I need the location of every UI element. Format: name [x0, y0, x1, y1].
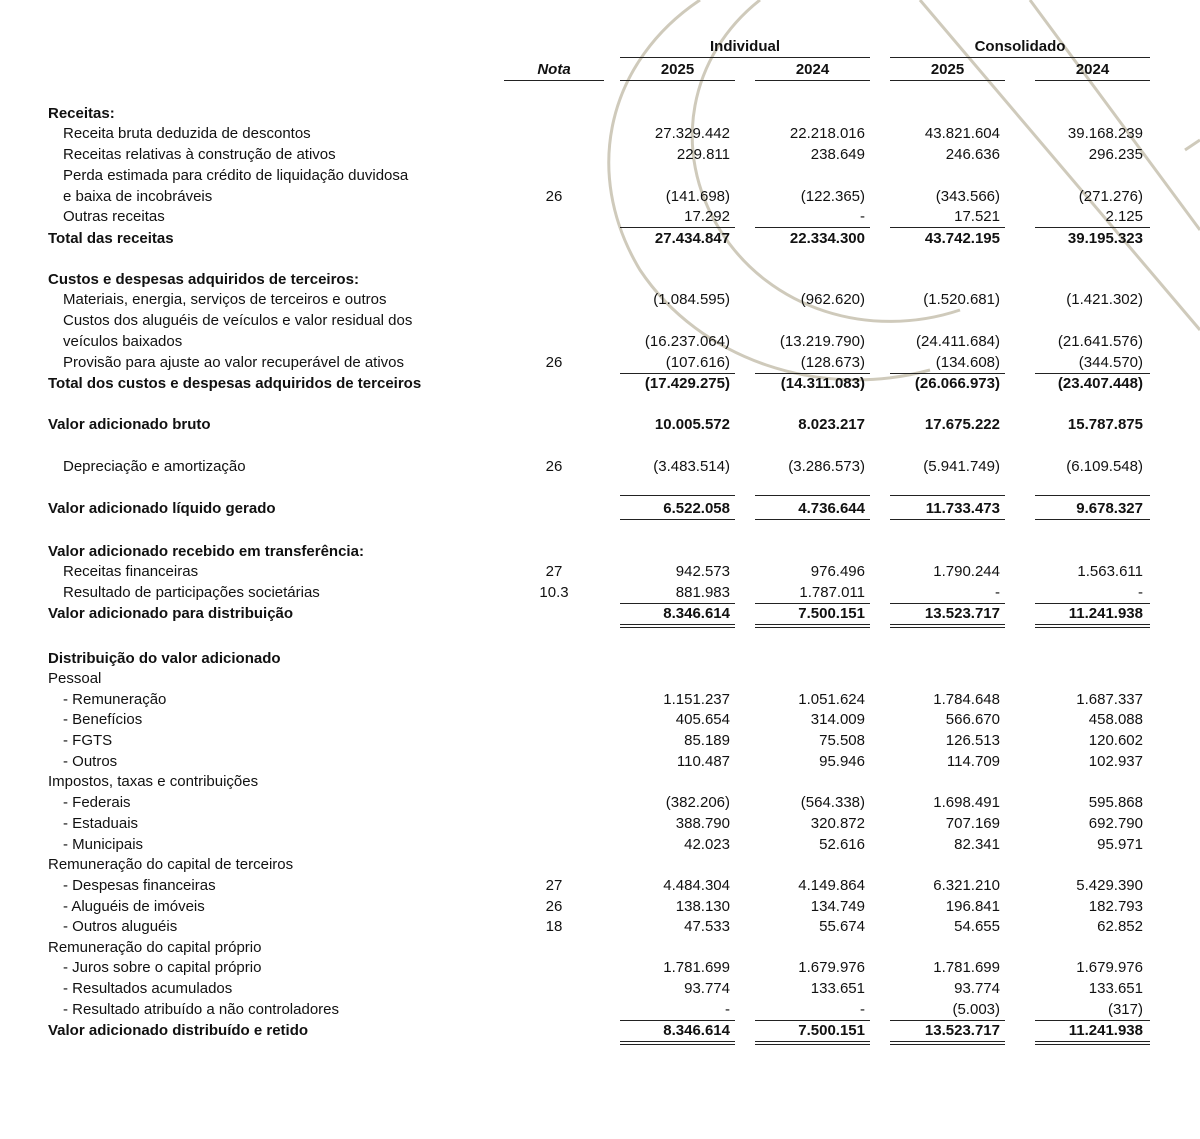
row-value: 22.334.300 — [789, 230, 865, 247]
row-label: Total dos custos e despesas adquiridos de terceiros — [48, 375, 422, 392]
row-note: 26 — [545, 188, 563, 205]
table-row — [0, 124, 1200, 144]
row-value: 1.679.976 — [1076, 959, 1143, 976]
row-note: 26 — [545, 354, 563, 371]
row-value: (16.237.064) — [644, 333, 730, 350]
row-value: 17.292 — [684, 208, 730, 225]
row-label: Receitas financeiras — [63, 563, 199, 580]
row-label: Depreciação e amortização — [63, 458, 246, 475]
row-label: - Resultados acumulados — [63, 980, 233, 997]
row-note: 18 — [545, 918, 563, 935]
row-label: - Remuneração — [63, 691, 167, 708]
row-label: Remuneração do capital de terceiros — [48, 856, 294, 873]
table-row — [0, 353, 1200, 373]
row-label: - Outros — [63, 753, 118, 770]
row-label: Receita bruta deduzida de descontos — [63, 125, 311, 142]
table-row — [0, 290, 1200, 310]
total-rule-above — [620, 495, 735, 496]
row-label: Remuneração do capital próprio — [48, 939, 262, 956]
row-label: Custos e despesas adquiridos de terceiros: — [48, 271, 359, 288]
row-label: Valor adicionado recebido em transferência: — [48, 543, 364, 560]
total-rule-above — [890, 495, 1005, 496]
row-value: 11.241.938 — [1068, 605, 1143, 622]
total-double-rule — [755, 1044, 870, 1045]
row-value: 6.522.058 — [663, 500, 730, 517]
column-header-nota-underline — [504, 80, 604, 81]
row-value: (26.066.973) — [914, 375, 1000, 392]
total-double-rule — [1035, 627, 1150, 628]
row-value: 314.009 — [810, 711, 865, 728]
row-value: 1.784.648 — [933, 691, 1000, 708]
row-label: - Municipais — [63, 836, 144, 853]
total-rule-above — [755, 495, 870, 496]
total-double-rule — [1035, 624, 1150, 625]
table-row — [0, 814, 1200, 834]
table-row — [0, 207, 1200, 227]
table-row — [0, 731, 1200, 751]
row-value: (1.084.595) — [653, 291, 730, 308]
row-value: 133.651 — [1088, 980, 1143, 997]
table-row — [0, 166, 1200, 186]
row-value: (122.365) — [800, 188, 865, 205]
row-label: Distribuição do valor adicionado — [48, 650, 281, 667]
row-value: 13.523.717 — [924, 1022, 1000, 1039]
total-rule-above — [1035, 495, 1150, 496]
row-value: 43.742.195 — [924, 230, 1000, 247]
total-double-rule — [1035, 1044, 1150, 1045]
row-label: - Federais — [63, 794, 131, 811]
table-row — [0, 855, 1200, 875]
row-value: 95.971 — [1097, 836, 1143, 853]
row-value: - — [1138, 584, 1143, 601]
row-value: 17.675.222 — [924, 416, 1000, 433]
row-value: 17.521 — [954, 208, 1000, 225]
row-value: 39.195.323 — [1067, 230, 1143, 247]
row-value: (317) — [1107, 1001, 1143, 1018]
row-value: 10.005.572 — [654, 416, 730, 433]
table-row — [0, 752, 1200, 772]
row-value: 93.774 — [954, 980, 1000, 997]
subtotal-rule — [890, 519, 1005, 520]
row-value: 11.733.473 — [925, 500, 1000, 517]
table-row — [0, 649, 1200, 669]
row-value: 1.563.611 — [1077, 563, 1143, 580]
row-value: 7.500.151 — [798, 1022, 865, 1039]
table-row — [0, 835, 1200, 855]
subtotal-rule — [1035, 227, 1150, 228]
table-row — [0, 979, 1200, 999]
table-row — [0, 710, 1200, 730]
table-row — [0, 542, 1200, 562]
row-value: 1.679.976 — [798, 959, 865, 976]
subtotal-rule — [620, 519, 735, 520]
row-label: - Juros sobre o capital próprio — [63, 959, 262, 976]
table-row — [0, 332, 1200, 352]
row-label: Outras receitas — [63, 208, 165, 225]
total-double-rule — [620, 627, 735, 628]
table-row — [0, 145, 1200, 165]
row-value: (141.698) — [665, 188, 730, 205]
row-label: - FGTS — [63, 732, 113, 749]
row-value: 1.687.337 — [1076, 691, 1143, 708]
row-value: 405.654 — [675, 711, 730, 728]
row-value: (23.407.448) — [1057, 375, 1143, 392]
row-value: (344.570) — [1078, 354, 1143, 371]
table-row — [0, 876, 1200, 896]
table-row — [0, 374, 1200, 394]
row-value: 9.678.327 — [1076, 500, 1143, 517]
row-value: 13.523.717 — [924, 605, 1000, 622]
column-header-consolidado-2025: 2025 — [930, 61, 965, 78]
row-label: Valor adicionado para distribuição — [48, 605, 294, 622]
row-note: 27 — [545, 877, 563, 894]
subtotal-rule — [755, 519, 870, 520]
row-value: 93.774 — [684, 980, 730, 997]
table-row — [0, 229, 1200, 249]
row-value: 2.125 — [1105, 208, 1143, 225]
row-value: 95.946 — [819, 753, 865, 770]
column-header-individual-2025: 2025 — [660, 61, 695, 78]
row-value: 134.749 — [810, 898, 865, 915]
table-row — [0, 669, 1200, 689]
total-double-rule — [755, 1041, 870, 1042]
row-label: Receitas: — [48, 105, 115, 122]
row-value: 320.872 — [810, 815, 865, 832]
row-value: 1.787.011 — [799, 584, 865, 601]
row-value: 1.790.244 — [933, 563, 1000, 580]
row-label: Materiais, energia, serviços de terceiros e outros — [63, 291, 387, 308]
subtotal-rule — [620, 227, 735, 228]
row-label: Valor adicionado líquido gerado — [48, 500, 276, 517]
group-individual: Individual — [709, 38, 780, 55]
row-value: 27.329.442 — [654, 125, 730, 142]
row-value: 196.841 — [945, 898, 1000, 915]
table-row — [0, 690, 1200, 710]
total-double-rule — [755, 627, 870, 628]
column-header-underline-1 — [620, 80, 735, 81]
row-value: 976.496 — [810, 563, 865, 580]
row-label: Valor adicionado distribuído e retido — [48, 1022, 309, 1039]
row-value: 1.051.624 — [798, 691, 865, 708]
row-value: 102.937 — [1088, 753, 1143, 770]
row-value: - — [860, 1001, 865, 1018]
table-row — [0, 1021, 1200, 1041]
column-header-underline-4 — [1035, 80, 1150, 81]
row-value: (5.003) — [952, 1001, 1000, 1018]
row-note: 26 — [545, 458, 563, 475]
row-value: (1.520.681) — [923, 291, 1000, 308]
row-value: 114.709 — [946, 753, 1000, 770]
table-row — [0, 604, 1200, 624]
subtotal-rule — [1035, 519, 1150, 520]
row-value: 1.781.699 — [933, 959, 1000, 976]
column-header-underline-2 — [755, 80, 870, 81]
row-value: 229.811 — [676, 146, 730, 163]
row-value: (962.620) — [800, 291, 865, 308]
row-value: 4.484.304 — [663, 877, 730, 894]
row-value: 182.793 — [1088, 898, 1143, 915]
table-row — [0, 499, 1200, 519]
row-value: (5.941.749) — [923, 458, 1000, 475]
row-value: 39.168.239 — [1067, 125, 1143, 142]
row-value: (382.206) — [665, 794, 730, 811]
row-label: Receitas relativas à construção de ativos — [63, 146, 336, 163]
row-value: 246.636 — [945, 146, 1000, 163]
row-label: Total das receitas — [48, 230, 174, 247]
row-value: (271.276) — [1078, 188, 1143, 205]
row-note: 26 — [545, 898, 563, 915]
table-row — [0, 793, 1200, 813]
row-label: veículos baixados — [63, 333, 183, 350]
row-value: (1.421.302) — [1066, 291, 1143, 308]
total-double-rule — [890, 1041, 1005, 1042]
total-double-rule — [890, 1044, 1005, 1045]
row-label: - Despesas financeiras — [63, 877, 216, 894]
table-row — [0, 187, 1200, 207]
row-value: 138.130 — [675, 898, 730, 915]
column-header-nota: Nota — [537, 61, 571, 78]
column-header-individual-2024: 2024 — [795, 61, 830, 78]
row-label: Pessoal — [48, 670, 102, 687]
row-value: (6.109.548) — [1066, 458, 1143, 475]
row-value: 238.649 — [810, 146, 865, 163]
group-consolidado-underline — [890, 57, 1150, 58]
row-value: (107.616) — [665, 354, 730, 371]
row-value: (128.673) — [800, 354, 865, 371]
row-note: 27 — [545, 563, 563, 580]
total-double-rule — [1035, 1041, 1150, 1042]
table-row — [0, 583, 1200, 603]
row-value: (343.566) — [935, 188, 1000, 205]
table-row — [0, 562, 1200, 582]
row-value: 85.189 — [684, 732, 730, 749]
row-value: 133.651 — [810, 980, 865, 997]
row-label: Perda estimada para crédito de liquidação duvidosa — [63, 167, 409, 184]
total-double-rule — [620, 1044, 735, 1045]
row-value: 126.513 — [945, 732, 1000, 749]
row-value: 6.321.210 — [933, 877, 1000, 894]
row-value: 52.616 — [819, 836, 865, 853]
table-row — [0, 772, 1200, 792]
row-value: 27.434.847 — [654, 230, 730, 247]
table-row — [0, 938, 1200, 958]
row-value: 4.736.644 — [798, 500, 865, 517]
row-value: (13.219.790) — [779, 333, 865, 350]
row-note: 10.3 — [539, 584, 569, 601]
row-value: 110.487 — [676, 753, 730, 770]
row-value: 120.602 — [1088, 732, 1143, 749]
total-double-rule — [755, 624, 870, 625]
table-row — [0, 104, 1200, 124]
table-row — [0, 415, 1200, 435]
row-value: 1.151.237 — [663, 691, 730, 708]
row-label: - Benefícios — [63, 711, 143, 728]
row-value: 881.983 — [675, 584, 730, 601]
row-value: 942.573 — [675, 563, 730, 580]
row-value: 4.149.864 — [798, 877, 865, 894]
row-value: 1.698.491 — [933, 794, 1000, 811]
row-label: - Resultado atribuído a não controladores — [63, 1001, 340, 1018]
row-value: 8.346.614 — [663, 605, 730, 622]
row-value: (564.338) — [800, 794, 865, 811]
total-double-rule — [890, 624, 1005, 625]
row-value: 62.852 — [1097, 918, 1143, 935]
row-value: 595.868 — [1088, 794, 1143, 811]
total-double-rule — [890, 627, 1005, 628]
row-label: Custos dos aluguéis de veículos e valor residual dos — [63, 312, 413, 329]
row-value: (17.429.275) — [644, 375, 730, 392]
table-row — [0, 1000, 1200, 1020]
row-value: (134.608) — [935, 354, 1000, 371]
row-value: 47.533 — [684, 918, 730, 935]
row-value: 55.674 — [819, 918, 865, 935]
row-value: 8.346.614 — [663, 1022, 730, 1039]
row-value: 388.790 — [675, 815, 730, 832]
total-double-rule — [620, 1041, 735, 1042]
row-value: 7.500.151 — [798, 605, 865, 622]
table-row — [0, 917, 1200, 937]
row-value: 8.023.217 — [798, 416, 865, 433]
row-label: - Aluguéis de imóveis — [63, 898, 205, 915]
row-label: - Outros aluguéis — [63, 918, 178, 935]
row-value: - — [860, 208, 865, 225]
row-value: 43.821.604 — [924, 125, 1000, 142]
row-value: (21.641.576) — [1057, 333, 1143, 350]
row-value: 22.218.016 — [789, 125, 865, 142]
subtotal-rule — [890, 227, 1005, 228]
row-value: 11.241.938 — [1068, 1022, 1143, 1039]
column-header-consolidado-2024: 2024 — [1075, 61, 1110, 78]
row-value: - — [995, 584, 1000, 601]
row-label: Resultado de participações societárias — [63, 584, 320, 601]
row-value: 692.790 — [1088, 815, 1143, 832]
row-value: 54.655 — [954, 918, 1000, 935]
row-label: Impostos, taxas e contribuições — [48, 773, 259, 790]
row-value: 458.088 — [1088, 711, 1143, 728]
row-label: - Estaduais — [63, 815, 139, 832]
row-value: (24.411.684) — [916, 333, 1000, 350]
row-value: (3.483.514) — [653, 458, 730, 475]
row-value: 82.341 — [954, 836, 1000, 853]
table-row — [0, 958, 1200, 978]
row-value: - — [725, 1001, 730, 1018]
row-value: 296.235 — [1088, 146, 1143, 163]
row-value: 1.781.699 — [663, 959, 730, 976]
row-value: 42.023 — [684, 836, 730, 853]
table-row — [0, 270, 1200, 290]
column-header-underline-3 — [890, 80, 1005, 81]
row-value: 15.787.875 — [1067, 416, 1143, 433]
row-value: 5.429.390 — [1076, 877, 1143, 894]
row-value: 566.670 — [945, 711, 1000, 728]
table-row — [0, 897, 1200, 917]
row-value: 707.169 — [945, 815, 1000, 832]
total-double-rule — [620, 624, 735, 625]
table-row — [0, 457, 1200, 477]
row-value: 75.508 — [819, 732, 865, 749]
row-label: Valor adicionado bruto — [48, 416, 211, 433]
subtotal-rule — [755, 227, 870, 228]
row-label: e baixa de incobráveis — [63, 188, 213, 205]
table-row — [0, 311, 1200, 331]
row-value: (3.286.573) — [788, 458, 865, 475]
row-value: (14.311.083) — [780, 375, 865, 392]
group-individual-underline — [620, 57, 870, 58]
group-consolidado: Consolidado — [974, 38, 1066, 55]
row-label: Provisão para ajuste ao valor recuperável de ativos — [63, 354, 405, 371]
